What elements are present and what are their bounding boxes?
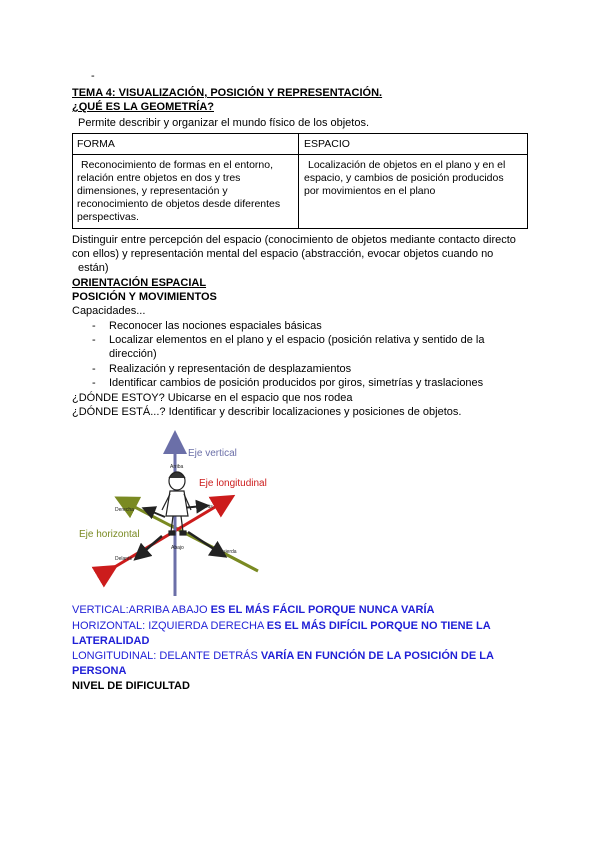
label-arriba: Arriba [170, 464, 184, 470]
table-header-row [73, 134, 527, 155]
question-heading: ¿QUÉ ES LA GEOMETRÍA? [72, 101, 214, 113]
table-divider [298, 134, 299, 228]
espacio-line: espacio, y cambios de posición producidos [304, 172, 504, 184]
pointer-arrow [140, 536, 162, 555]
distinguish-line: Distinguir entre percepción del espacio (conocimiento de objetos mediante contacto directo [72, 234, 516, 246]
where-am-i-text: ¿DÓNDE ESTOY? Ubicarse en el espacio que nos rodea [72, 392, 353, 404]
section-heading-posicion: POSICIÓN Y MOVIMIENTOS [72, 291, 217, 303]
espacio-line: Localización de objetos en el plano y en el [308, 159, 506, 171]
where-is-text: ¿DÓNDE ESTÁ...? Identificar y describir localizaciones y posiciones de objetos. [72, 406, 462, 418]
longitudinal-description-cont: PERSONA [72, 665, 127, 677]
label-detras: Detrás [198, 504, 213, 510]
forma-line: relación entre objetos en dos y tres [77, 172, 241, 184]
forma-cell [77, 159, 280, 224]
header-forma: FORMA [77, 138, 115, 150]
label-eje-horizontal: Eje horizontal [79, 529, 140, 540]
nivel-heading: NIVEL DE DIFICULTAD [72, 680, 190, 692]
label-delante: Delante [115, 556, 133, 562]
label-abajo: Abajo [171, 545, 184, 551]
top-mark: - [91, 70, 95, 82]
forma-line: reconocimiento de objetos desde diferentes [77, 198, 281, 210]
header-espacio: ESPACIO [304, 138, 350, 150]
horizontal-description-cont: LATERALIDAD [72, 635, 150, 647]
label-izquierda: Izquierda [216, 549, 237, 555]
forma-espacio-table [72, 133, 528, 229]
horizontal-description: HORIZONTAL: IZQUIERDA DERECHA ES EL MÁS DIFÍCIL PORQUE NO TIENE LA [72, 620, 491, 632]
section-heading-orientacion: ORIENTACIÓN ESPACIAL [72, 277, 207, 289]
espacio-line: por movimientos en el plano [304, 185, 436, 197]
forma-line: dimensiones, y representación y [77, 185, 228, 197]
label-eje-longitudinal: Eje longitudinal [199, 478, 267, 489]
intro-text: Permite describir y organizar el mundo físico de los objetos. [78, 117, 370, 129]
vertical-description: VERTICAL:ARRIBA ABAJO ES EL MÁS FÁCIL PORQUE NUNCA VARÍA [72, 604, 435, 616]
distinguish-line: con ellos) y representación mental del espacio (abstracción, evocar objetos cuando no [72, 248, 494, 260]
longitudinal-description: LONGITUDINAL: DELANTE DETRÁS VARÍA EN FUNCIÓN DE LA POSICIÓN DE LA [72, 650, 494, 662]
spatial-axes-diagram [70, 428, 285, 598]
distinguish-line: están) [78, 262, 109, 274]
label-eje-vertical: Eje vertical [188, 448, 237, 459]
label-derecha: Derecha [115, 507, 134, 513]
capacidades-label: Capacidades... [72, 305, 146, 317]
document-page: - TEMA 4: VISUALIZACIÓN, POSICIÓN Y REPRESENTACIÓN. ¿QUÉ ES LA GEOMETRÍA? Permite describir y organizar el mundo físico de los objetos. FORMA ESPACIO Reconocimiento de formas en el entorno, relación entre objetos en dos y tres dimensiones, y representación y reconocimiento de objetos desde diferentes perspectivas. Localización de objetos en el plano y en el espacio, y cambios de posición producidos por movimientos en el plano Distinguir entre percepción del espacio (conocimiento de objetos mediante contacto directo con ellos) y representación mental del espacio (abstracción, evocar objetos cuando no están) ORIENTACIÓN ESPACIAL POSICIÓN Y MOVIMIENTOS Capacidades... - Reconocer las nociones espaciales básicas - Localizar elementos en el plano y el espacio (posición relativa y sentido de la dirección) - Realización y representación de desplazamientos - Identificar cambios de posición producidos por giros, simetrías y traslaciones ¿DÓNDE ESTOY? Ubicarse en el espacio que nos rodea ¿DÓNDE ESTÁ...? Identificar y describir localizaciones y posiciones de objetos. Arriba Abajo Derecha Izquierda Delante Detrás Eje vertical Eje longitudinal Eje horizontal VERTICAL:ARRIBA ABAJO ES EL MÁS FÁCIL PORQUE NUNCA VARÍA HORIZONTAL: IZQUIERDA DERECHA ES EL MÁS DIFÍCIL PORQUE NO TIENE LA LATERALIDAD LONGITUDINAL: DELANTE DETRÁS VARÍA EN FUNCIÓN DE LA POSICIÓN DE LA PERSONA NIVEL DE DIFICULTAD [0, 0, 600, 848]
forma-line: perspectivas. [77, 211, 139, 223]
forma-line: Reconocimiento de formas en el entorno, [81, 159, 274, 171]
page-title: TEMA 4: VISUALIZACIÓN, POSICIÓN Y REPRESENTACIÓN. [72, 87, 383, 99]
espacio-cell [304, 159, 505, 198]
